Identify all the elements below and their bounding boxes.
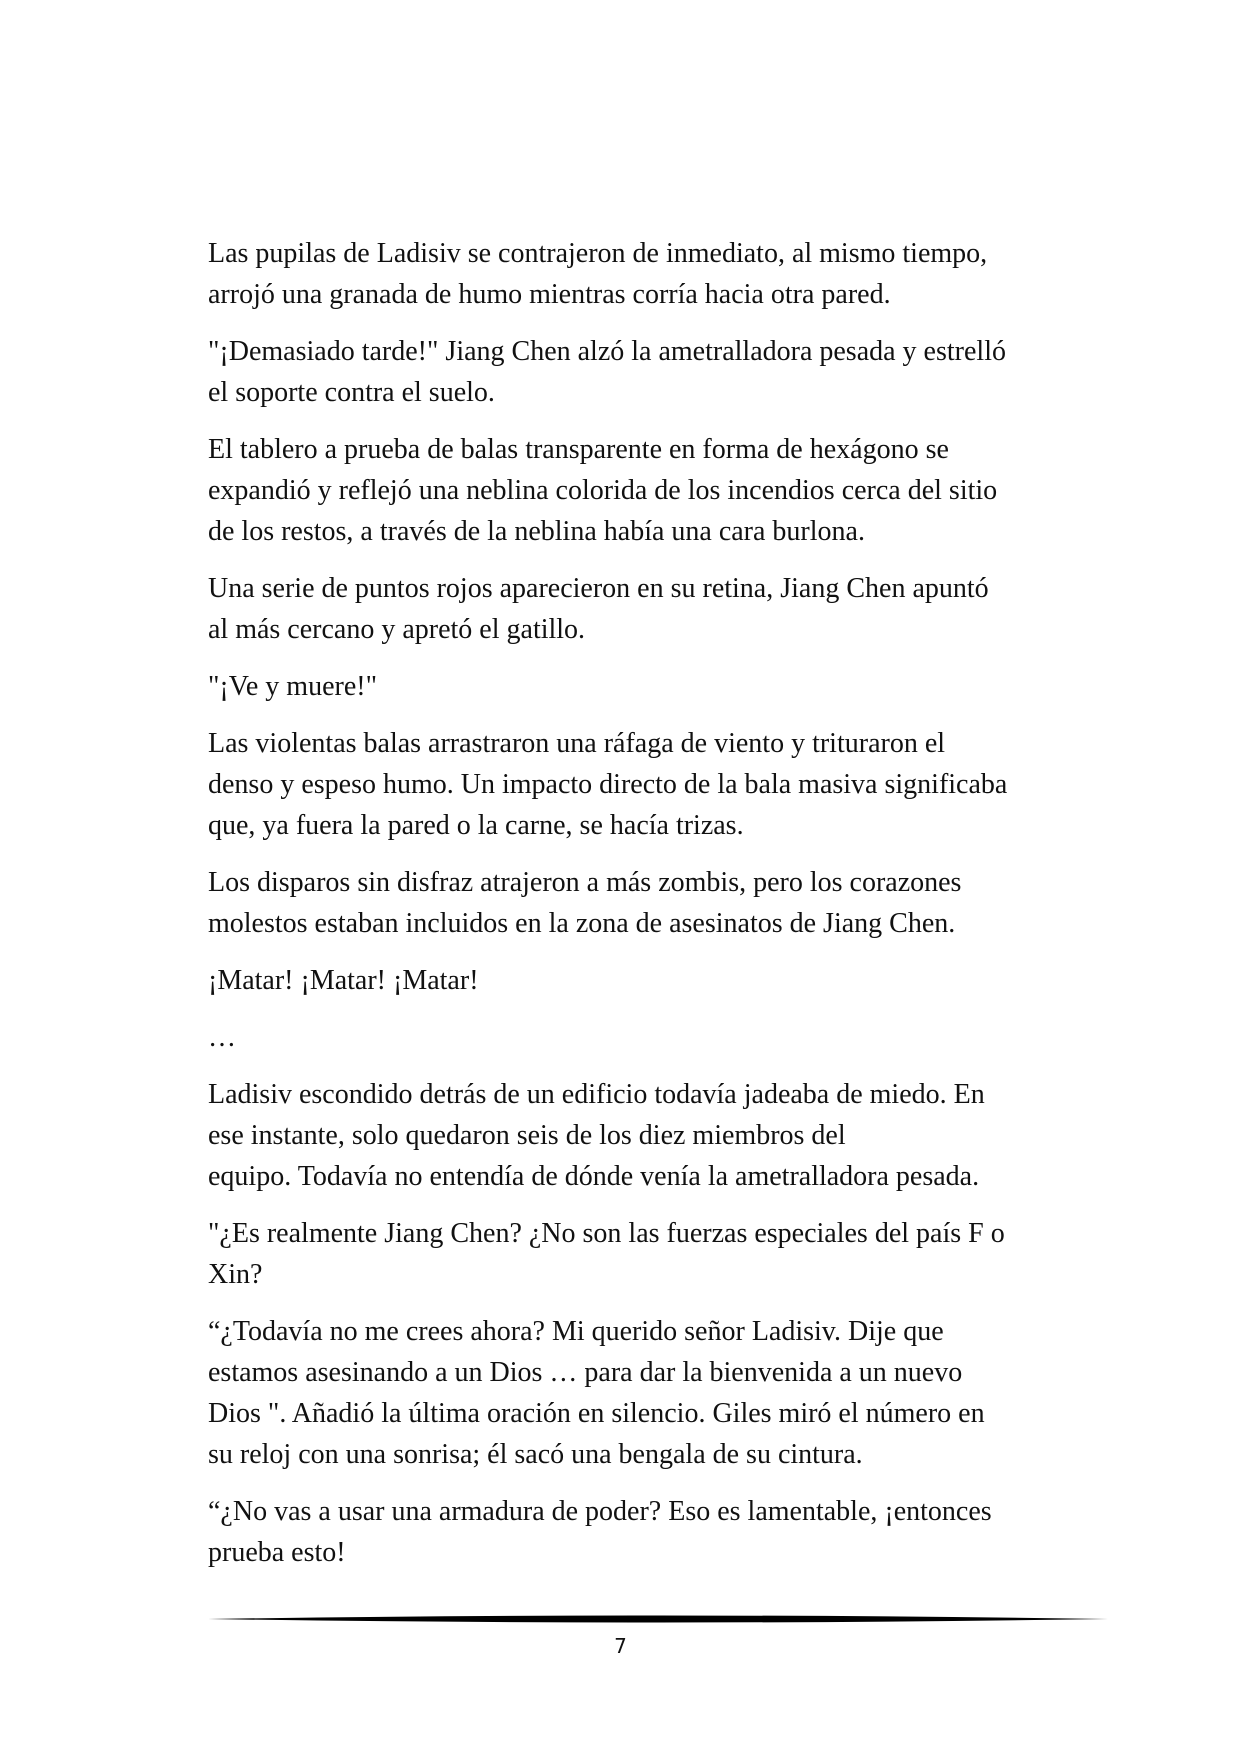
paragraph: Los disparos sin disfraz atrajeron a más zombis, pero los corazones molestos estaban incluidos en la zona de asesinatos de Jiang Chen. — [208, 867, 962, 939]
paragraph: Las violentas balas arrastraron una ráfaga de viento y trituraron el denso y espeso humo. Un impacto directo de la bala masiva significaba que, ya fuera la pared o la carne, se hacía trizas. — [208, 728, 1008, 841]
body-text — [208, 233, 1078, 1589]
paragraph: "¡Ve y muere!" — [208, 671, 378, 702]
paragraph: ¡Matar! ¡Matar! ¡Matar! — [208, 965, 479, 996]
footer-divider-stroke — [208, 1616, 1108, 1623]
footer-divider — [208, 1614, 1108, 1624]
paragraph: "¡Demasiado tarde!" Jiang Chen alzó la ametralladora pesada y estrelló el soporte contra el suelo. — [208, 336, 1006, 408]
paragraph: Las pupilas de Ladisiv se contrajeron de inmediato, al mismo tiempo, arrojó una granada de humo mientras corría hacia otra pared. — [208, 238, 988, 310]
page-number: 7 — [614, 1634, 627, 1658]
paragraph: Ladisiv escondido detrás de un edificio todavía jadeaba de miedo. En ese instante, solo quedaron seis de los diez miembros del equipo. Todavía no entendía de dónde venía la ametralladora pesada. — [208, 1079, 985, 1192]
paragraph: “¿No vas a usar una armadura de poder? Eso es lamentable, ¡entonces prueba esto! — [208, 1496, 992, 1568]
paragraph: … — [208, 1022, 236, 1053]
paragraph: “¿Todavía no me crees ahora? Mi querido señor Ladisiv. Dije que estamos asesinando a un Dios … para dar la bienvenida a un nuevo Dios ". Añadió la última oración en silencio. Giles miró el número en su reloj con una sonrisa; él sacó una bengala de su cintura. — [208, 1316, 985, 1470]
paragraph: El tablero a prueba de balas transparente en forma de hexágono se expandió y reflejó una neblina colorida de los incendios cerca del sitio de los restos, a través de la neblina había una cara burlona. — [208, 434, 998, 547]
paragraph: "¿Es realmente Jiang Chen? ¿No son las fuerzas especiales del país F o Xin? — [208, 1218, 1005, 1290]
paragraph: Una serie de puntos rojos aparecieron en su retina, Jiang Chen apuntó al más cercano y apretó el gatillo. — [208, 573, 989, 645]
